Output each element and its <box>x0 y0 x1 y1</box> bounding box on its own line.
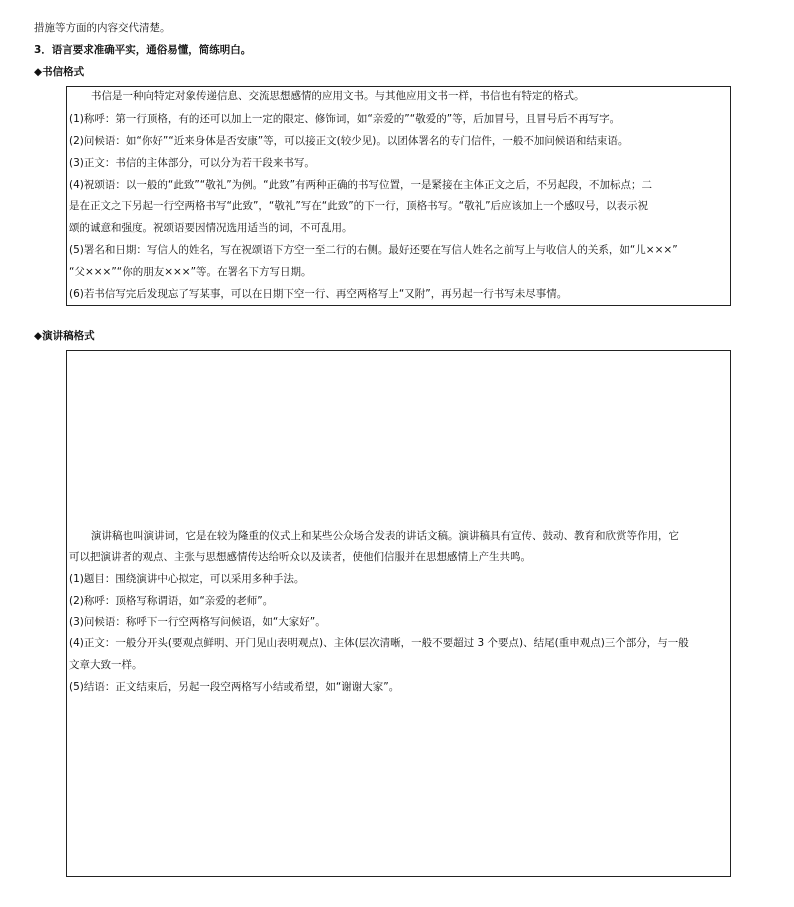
letter-item-closing-1: (4)祝颂语：以一般的“此致”“敬礼”为例。“此致”有两种正确的书写位置，一是紧接在主体正文之后，不另起段，不加标点；二 <box>69 179 653 191</box>
letter-item-closing-2: 是在正文之下另起一行空两格书写“此致”，“敬礼”写在“此致”的下一行，顶格书写。“敬礼”后应该加上一个感叹号，以表示祝 <box>69 200 649 212</box>
speech-item-title: (1)题目：围绕演讲中心拟定，可以采用多种手法。 <box>69 573 305 585</box>
speech-format-heading: ◆演讲稿格式 <box>34 330 95 342</box>
speech-paragraph-intro-1: 演讲稿也叫演讲词，它是在较为隆重的仪式上和某些公众场合发表的讲话文稿。演讲稿具有宣传、鼓动、教育和欣赏等作用，它 <box>91 530 679 542</box>
speech-item-greeting: (3)问候语：称呼下一行空两格写问候语，如“大家好”。 <box>69 616 326 628</box>
intro-line-1: 措施等方面的内容交代清楚。 <box>34 22 171 34</box>
intro-line-2: 3．语言要求准确平实，通俗易懂，简练明白。 <box>34 44 252 56</box>
letter-item-closing-3: 颂的诚意和强度。祝颂语要因情况选用适当的词，不可乱用。 <box>69 222 353 234</box>
speech-item-ending: (5)结语：正文结束后，另起一段空两格写小结或希望，如“谢谢大家”。 <box>69 681 400 693</box>
letter-item-salutation: (1)称呼：第一行顶格，有的还可以加上一定的限定、修饰词，如“亲爱的”“敬爱的”等，后加冒号，且冒号后不再写字。 <box>69 113 621 125</box>
speech-format-box <box>66 350 731 877</box>
speech-item-salutation: (2)称呼：顶格写称谓语，如“亲爱的老师”。 <box>69 595 274 607</box>
speech-paragraph-intro-2: 可以把演讲者的观点、主张与思想感情传达给听众以及读者，使他们信服并在思想感情上产生共鸣。 <box>69 551 531 563</box>
letter-paragraph-intro: 书信是一种向特定对象传递信息、交流思想感情的应用文书。与其他应用文书一样，书信也有特定的格式。 <box>91 90 585 102</box>
letter-item-greeting: (2)问候语：如“你好”“近来身体是否安康”等，可以接正文(较少见)。以团体署名的专门信件，一般不加问候语和结束语。 <box>69 135 629 147</box>
letter-item-body: (3)正文：书信的主体部分，可以分为若干段来书写。 <box>69 157 315 169</box>
speech-item-body-2: 文章大致一样。 <box>69 659 143 671</box>
speech-item-body-1: (4)正文：一般分开头(要观点鲜明、开门见山表明观点)、主体(层次清晰，一般不要超过 3 个要点)、结尾(重申观点)三个部分，与一般 <box>69 637 689 649</box>
letter-item-signature-1: (5)署名和日期：写信人的姓名，写在祝颂语下方空一至二行的右侧。最好还要在写信人姓名之前写上与收信人的关系，如“儿×××” <box>69 244 678 256</box>
letter-item-signature-2: “父×××”“你的朋友×××”等。在署名下方写日期。 <box>69 266 312 278</box>
letter-format-heading: ◆书信格式 <box>34 66 85 78</box>
letter-item-postscript: (6)若书信写完后发现忘了写某事，可以在日期下空一行、再空两格写上“又附”，再另起一行书写未尽事情。 <box>69 288 568 300</box>
